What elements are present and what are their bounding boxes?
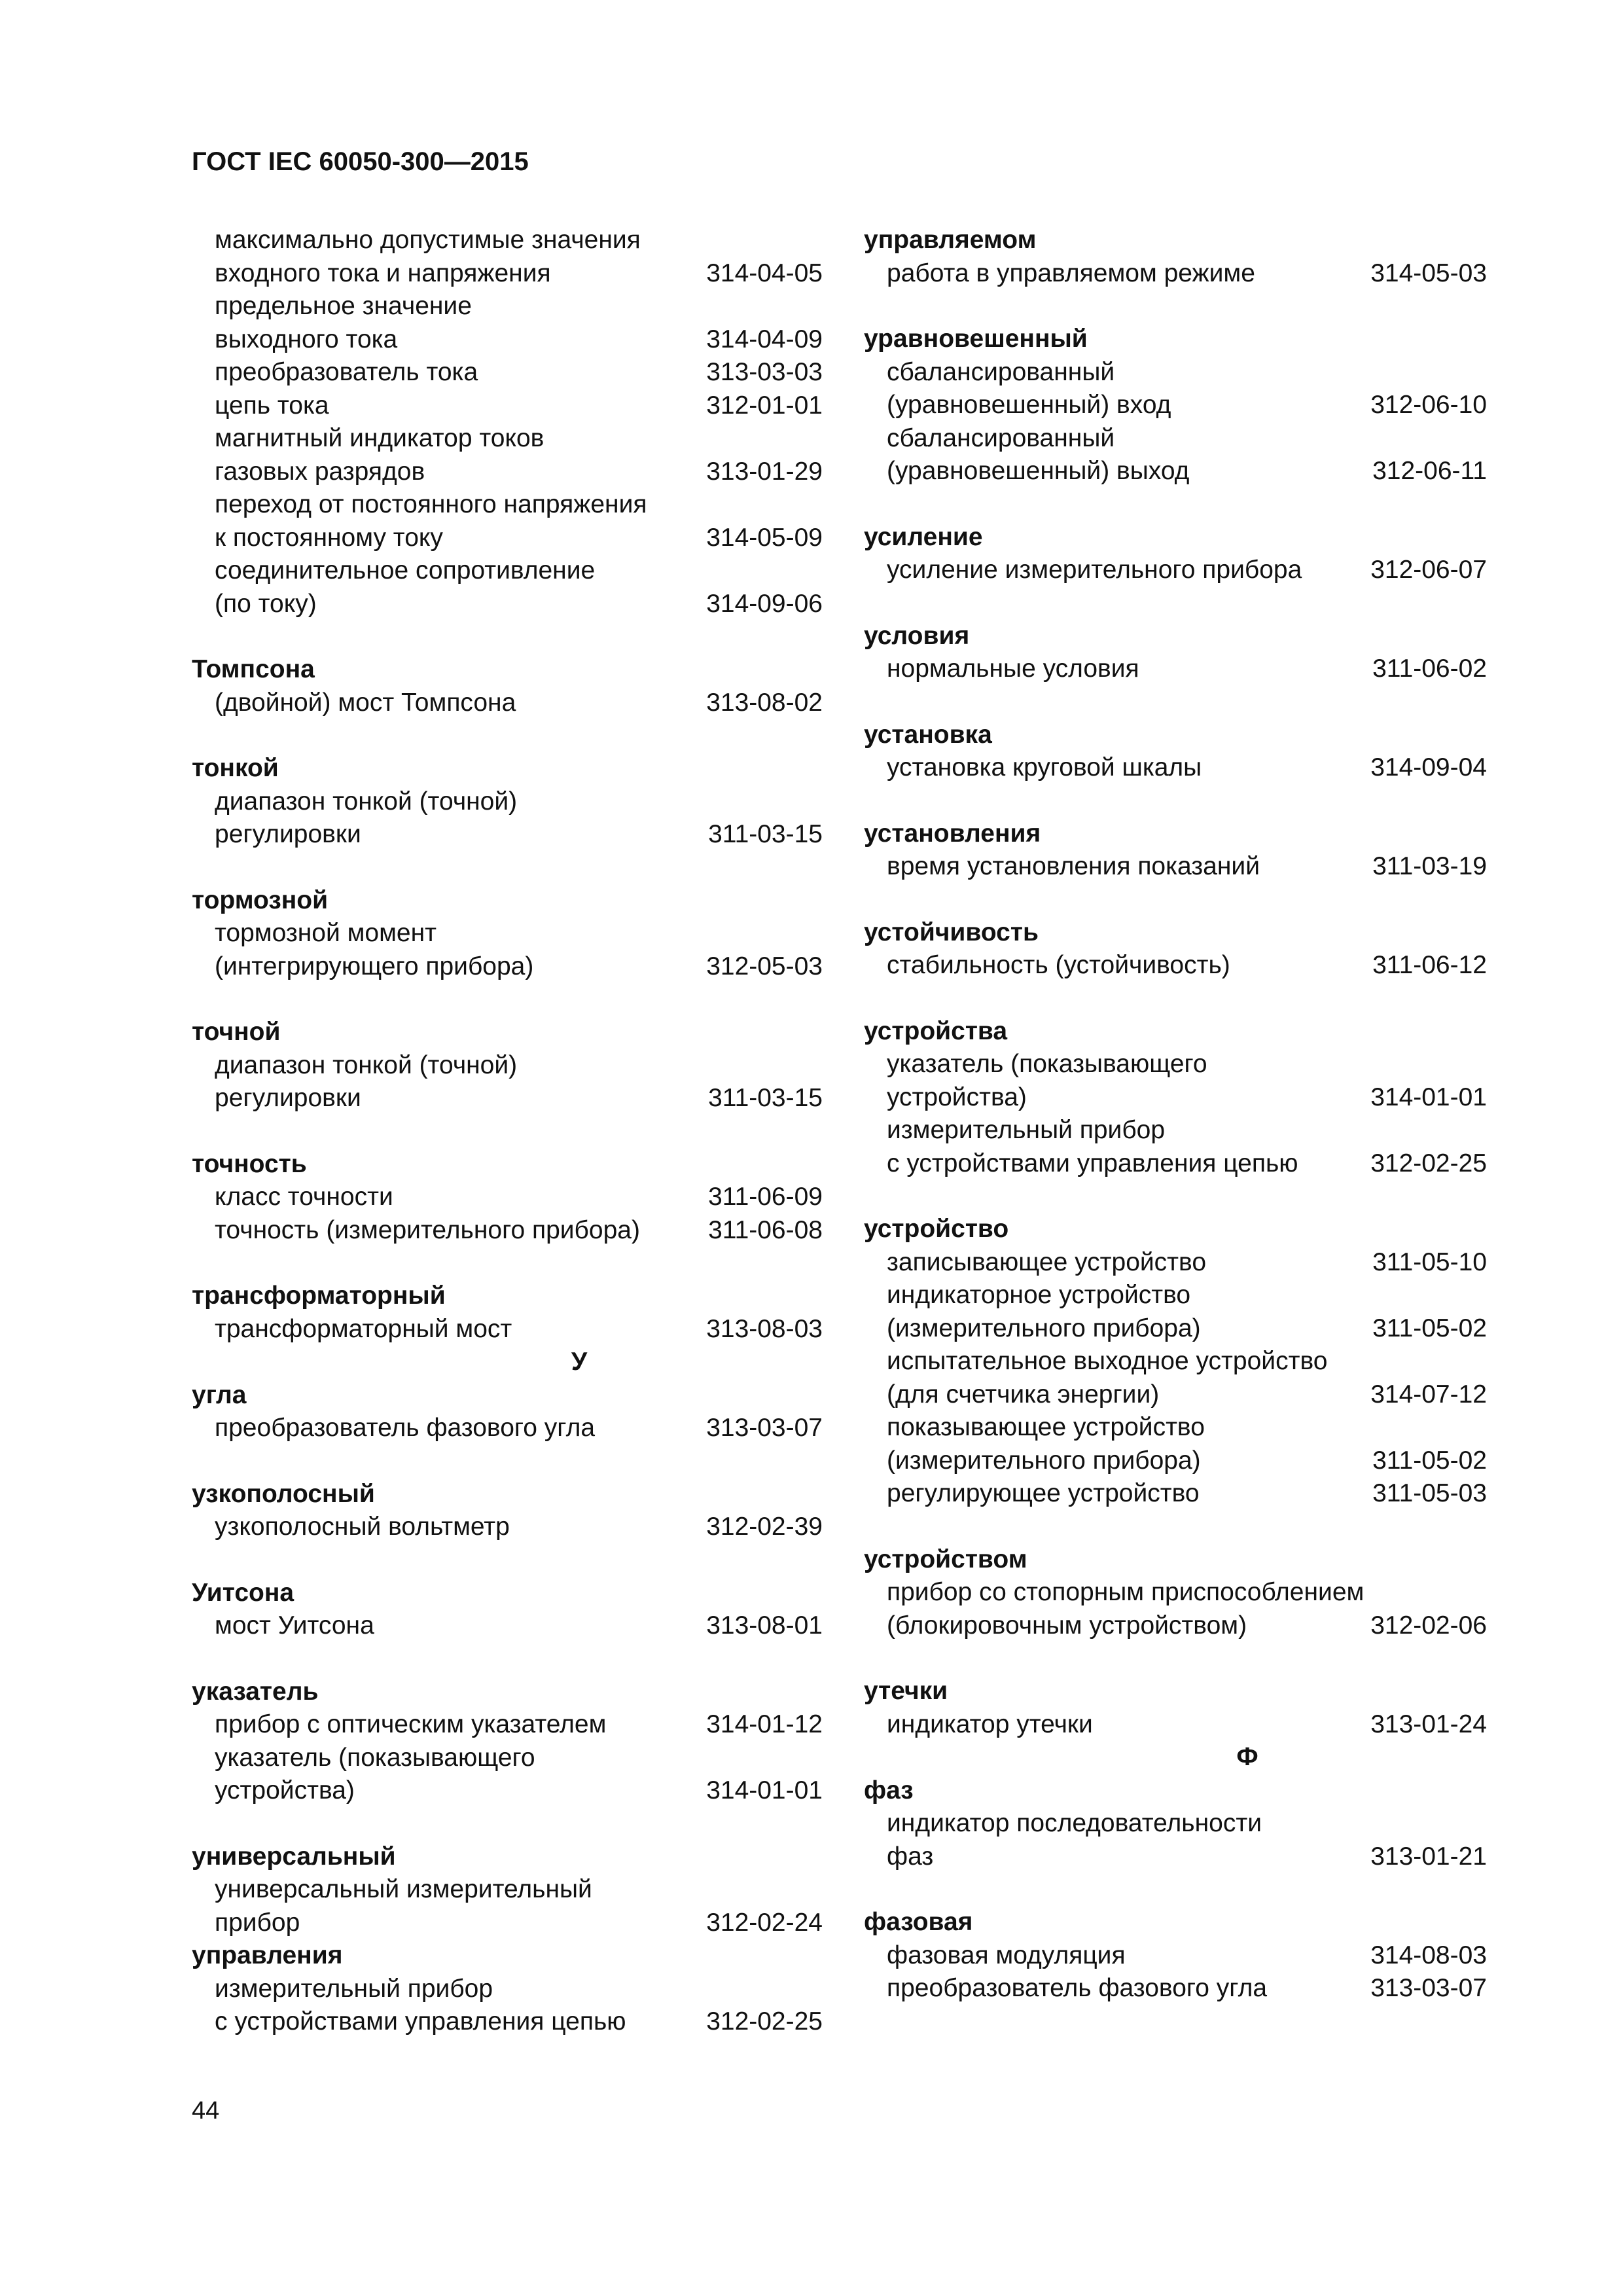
entry-term: записывающее устройство (887, 1247, 1207, 1276)
entry-code: 314-04-09 (706, 325, 823, 353)
entry-term: измерительный прибор (887, 1116, 1166, 1144)
index-heading: уравновешенный (864, 325, 1088, 353)
entry-term: прибор с оптическим указателем (215, 1710, 607, 1738)
entry-term: узкополосный вольтметр (215, 1513, 510, 1541)
entry-code: 311-06-09 (708, 1183, 823, 1211)
entry-code: 311-03-15 (708, 820, 823, 848)
entry-term: (для счетчика энергии) (887, 1380, 1160, 1408)
entry-term: устройства) (887, 1083, 1027, 1111)
index-entry (192, 1181, 823, 1214)
entry-code: 313-08-03 (706, 1314, 823, 1343)
index-entry (192, 1774, 823, 1808)
entry-term: (измерительного прибора) (887, 1314, 1201, 1342)
entry-term: сбалансированный (887, 357, 1115, 386)
index-entry (192, 1313, 823, 1346)
index-entry (864, 1279, 1487, 1312)
index-entry (864, 1411, 1487, 1444)
entry-gap (192, 1544, 823, 1577)
index-heading: угла (192, 1380, 247, 1409)
entry-code: 312-02-39 (706, 1513, 823, 1541)
index-entry (192, 1973, 823, 2006)
entry-term: диапазон тонкой (точной) (215, 787, 518, 816)
entry-term: испытательное выходное устройство (887, 1347, 1328, 1375)
entry-gap (192, 1808, 823, 1840)
entry-code: 314-01-01 (1370, 1083, 1487, 1111)
index-entry (192, 818, 823, 852)
index-heading: тормозной (192, 886, 329, 914)
entry-code: 314-01-12 (706, 1710, 823, 1738)
entry-gap (864, 785, 1487, 817)
entry-term: регулировки (215, 820, 361, 848)
entry-term: максимально допустимые значения (215, 226, 641, 254)
entry-code: 313-03-07 (706, 1414, 823, 1442)
entry-code: 314-01-01 (706, 1776, 823, 1804)
entry-term: индикатор последовательности (887, 1809, 1262, 1837)
entry-term: магнитный индикатор токов (215, 424, 544, 452)
index-entry (192, 422, 823, 456)
index-entry (192, 1049, 823, 1083)
entry-gap (192, 1445, 823, 1478)
index-entry (864, 1246, 1487, 1280)
index-heading: устройство (864, 1215, 1009, 1243)
entry-term: установка круговой шкалы (887, 753, 1202, 781)
entry-code: 311-06-08 (708, 1215, 823, 1244)
entry-gap (864, 1873, 1487, 1906)
entry-code: 312-02-25 (706, 2007, 823, 2036)
index-heading: фаз (864, 1776, 914, 1804)
entry-code: 311-05-02 (1372, 1446, 1487, 1475)
entry-gap (864, 982, 1487, 1015)
entry-gap (864, 1511, 1487, 1543)
entry-term: к постоянному току (215, 523, 443, 552)
entry-term: с устройствами управления цепью (215, 2007, 626, 2036)
index-entry (192, 1412, 823, 1445)
entry-gap (192, 852, 823, 884)
index-entry (864, 1048, 1487, 1081)
entry-code: 311-05-02 (1372, 1314, 1487, 1342)
entry-gap (864, 1180, 1487, 1213)
entry-code: 313-03-03 (706, 358, 823, 386)
index-entry (192, 785, 823, 819)
index-heading: Томпсона (192, 655, 315, 683)
index-entry (192, 917, 823, 950)
entry-term: трансформаторный мост (215, 1314, 512, 1343)
entry-term: преобразователь фазового угла (215, 1414, 596, 1442)
index-entry (192, 1214, 823, 1247)
entry-term: индикаторное устройство (887, 1281, 1191, 1309)
entry-code: 313-03-07 (1370, 1974, 1487, 2002)
index-heading: управляемом (864, 226, 1037, 254)
section-letter: Ф (1236, 1743, 1258, 1771)
entry-code: 313-08-02 (706, 688, 823, 717)
index-heading: утечки (864, 1677, 948, 1705)
index-entry (864, 356, 1487, 389)
index-heading: точной (192, 1018, 281, 1046)
index-entry (864, 1939, 1487, 1973)
index-entry (864, 1840, 1487, 1874)
entry-term: фаз (887, 1842, 934, 1871)
index-entry (864, 422, 1487, 456)
index-heading: трансформаторный (192, 1282, 446, 1310)
index-column-left (192, 224, 823, 2039)
entry-term: регулировки (215, 1084, 361, 1112)
entry-term: регулирующее устройство (887, 1479, 1200, 1507)
entry-term: устройства) (215, 1776, 355, 1804)
entry-code: 313-01-21 (1370, 1842, 1487, 1871)
entry-term: (уравновешенный) выход (887, 457, 1190, 485)
entry-term: работа в управляемом режиме (887, 259, 1255, 287)
entry-code: 311-05-03 (1372, 1479, 1487, 1507)
entry-code: 311-06-12 (1372, 951, 1487, 979)
entry-code: 311-03-15 (708, 1084, 823, 1112)
entry-code: 313-01-29 (706, 457, 823, 486)
index-heading: Уитсона (192, 1578, 294, 1607)
entry-term: (по току) (215, 589, 317, 618)
entry-term: тормозной момент (215, 919, 437, 947)
entry-gap (864, 290, 1487, 323)
index-entry (864, 455, 1487, 488)
index-heading: универсальный (192, 1842, 396, 1871)
index-entry (192, 1708, 823, 1742)
entry-term: входного тока и напряжения (215, 259, 551, 287)
index-heading: устройства (864, 1016, 1008, 1045)
index-heading: установления (864, 819, 1041, 848)
index-entry (192, 2005, 823, 2039)
entry-code: 314-04-05 (706, 259, 823, 287)
entry-term: показывающее устройство (887, 1413, 1205, 1441)
index-entry (864, 751, 1487, 785)
entry-term: усиление измерительного прибора (887, 556, 1302, 584)
entry-term: (уравновешенный) вход (887, 391, 1171, 419)
index-entry (192, 356, 823, 389)
entry-code: 314-09-06 (706, 589, 823, 618)
index-entry (192, 1511, 823, 1544)
entry-gap (192, 620, 823, 653)
entry-code: 314-07-12 (1370, 1380, 1487, 1408)
page-number: 44 (192, 2097, 220, 2125)
index-heading: управления (192, 1941, 343, 1969)
index-entry (864, 653, 1487, 686)
entry-term: (интегрирующего прибора) (215, 952, 534, 980)
index-entry (864, 949, 1487, 982)
index-entry (192, 488, 823, 522)
index-heading: узкополосный (192, 1479, 375, 1508)
index-heading: точность (192, 1149, 307, 1178)
page-title: ГОСТ IEC 60050-300—2015 (192, 147, 529, 176)
entry-term: (измерительного прибора) (887, 1446, 1201, 1475)
index-heading: фазовая (864, 1908, 973, 1936)
entry-code: 312-02-25 (1370, 1149, 1487, 1177)
index-entry (192, 687, 823, 720)
index-entry (192, 389, 823, 423)
index-heading: устройством (864, 1545, 1027, 1573)
index-entry (192, 1907, 823, 1940)
section-letter: У (571, 1348, 588, 1376)
entry-term: нормальные условия (887, 655, 1139, 683)
entry-gap (864, 884, 1487, 916)
entry-gap (864, 1642, 1487, 1675)
entry-term: диапазон тонкой (точной) (215, 1050, 518, 1079)
index-entry (192, 1609, 823, 1643)
index-entry (192, 1082, 823, 1115)
index-entry (864, 1708, 1487, 1742)
entry-term: измерительный прибор (215, 1974, 493, 2003)
entry-term: прибор со стопорным приспособлением (887, 1578, 1364, 1606)
entry-term: время установления показаний (887, 852, 1260, 880)
index-entry (192, 257, 823, 291)
index-entry (864, 1378, 1487, 1412)
index-entry (192, 522, 823, 555)
entry-code: 311-03-19 (1372, 852, 1487, 880)
entry-term: преобразователь фазового угла (887, 1974, 1268, 2002)
entry-code: 312-06-10 (1370, 391, 1487, 419)
index-entry (864, 850, 1487, 884)
entry-code: 313-01-24 (1370, 1710, 1487, 1738)
entry-term: соединительное сопротивление (215, 556, 596, 584)
entry-term: выходного тока (215, 325, 398, 353)
entry-code: 312-02-06 (1370, 1611, 1487, 1640)
entry-gap (192, 1643, 823, 1676)
index-heading: тонкой (192, 754, 279, 782)
entry-term: газовых разрядов (215, 457, 425, 486)
entry-term: переход от постоянного напряжения (215, 490, 647, 518)
entry-term: сбалансированный (887, 423, 1115, 452)
entry-gap (192, 1247, 823, 1280)
index-entry (864, 1345, 1487, 1378)
index-entry (864, 1477, 1487, 1511)
entry-term: фазовая модуляция (887, 1941, 1126, 1969)
index-entry (192, 224, 823, 257)
entry-code: 312-06-07 (1370, 556, 1487, 584)
index-entry (864, 1609, 1487, 1643)
index-entry (192, 950, 823, 984)
entry-gap (864, 686, 1487, 719)
entry-code: 314-08-03 (1370, 1941, 1487, 1969)
index-entry (864, 1147, 1487, 1181)
entry-code: 311-05-10 (1372, 1247, 1487, 1276)
index-entry (192, 1742, 823, 1775)
entry-term: (блокировочным устройством) (887, 1611, 1247, 1640)
entry-term: преобразователь тока (215, 358, 478, 386)
entry-term: с устройствами управления цепью (887, 1149, 1298, 1177)
index-entry (192, 290, 823, 323)
entry-gap (864, 587, 1487, 620)
index-heading: устойчивость (864, 918, 1039, 946)
index-entry (864, 1114, 1487, 1147)
entry-term: мост Уитсона (215, 1611, 374, 1640)
entry-term: индикатор утечки (887, 1710, 1093, 1738)
index-entry (864, 1576, 1487, 1609)
index-entry (864, 554, 1487, 587)
index-entry (192, 588, 823, 621)
entry-term: точность (измерительного прибора) (215, 1215, 640, 1244)
entry-code: 313-08-01 (706, 1611, 823, 1640)
entry-term: универсальный измерительный (215, 1875, 592, 1903)
index-heading: условия (864, 621, 970, 650)
entry-code: 312-01-01 (706, 391, 823, 420)
entry-term: предельное значение (215, 292, 472, 320)
entry-term: класс точности (215, 1183, 393, 1211)
index-heading: усиление (864, 522, 983, 551)
index-entry (864, 1444, 1487, 1478)
index-entry (864, 1081, 1487, 1115)
entry-term: цепь тока (215, 391, 329, 420)
entry-term: стабильность (устойчивость) (887, 951, 1230, 979)
entry-gap (864, 488, 1487, 521)
index-entry (864, 1972, 1487, 2005)
index-column-right (864, 224, 1487, 2005)
index-entry (864, 1312, 1487, 1346)
index-entry (192, 1873, 823, 1907)
entry-code: 311-06-02 (1372, 655, 1487, 683)
entry-code: 312-02-24 (706, 1908, 823, 1937)
entry-code: 314-09-04 (1370, 753, 1487, 781)
entry-term: (двойной) мост Томпсона (215, 688, 516, 717)
entry-term: указатель (показывающего (887, 1050, 1207, 1078)
entry-term: указатель (показывающего (215, 1743, 535, 1772)
entry-gap (192, 983, 823, 1016)
entry-code: 312-06-11 (1372, 457, 1487, 485)
index-entry (192, 554, 823, 588)
entry-gap (192, 1115, 823, 1148)
index-entry (864, 389, 1487, 422)
entry-gap (192, 719, 823, 752)
index-entry (864, 257, 1487, 291)
index-entry (864, 1807, 1487, 1840)
index-heading: установка (864, 720, 992, 749)
entry-code: 312-05-03 (706, 952, 823, 980)
index-entry (192, 323, 823, 357)
entry-code: 314-05-09 (706, 523, 823, 552)
entry-code: 314-05-03 (1370, 259, 1487, 287)
entry-term: прибор (215, 1908, 300, 1937)
index-entry (192, 456, 823, 489)
index-heading: указатель (192, 1677, 319, 1706)
